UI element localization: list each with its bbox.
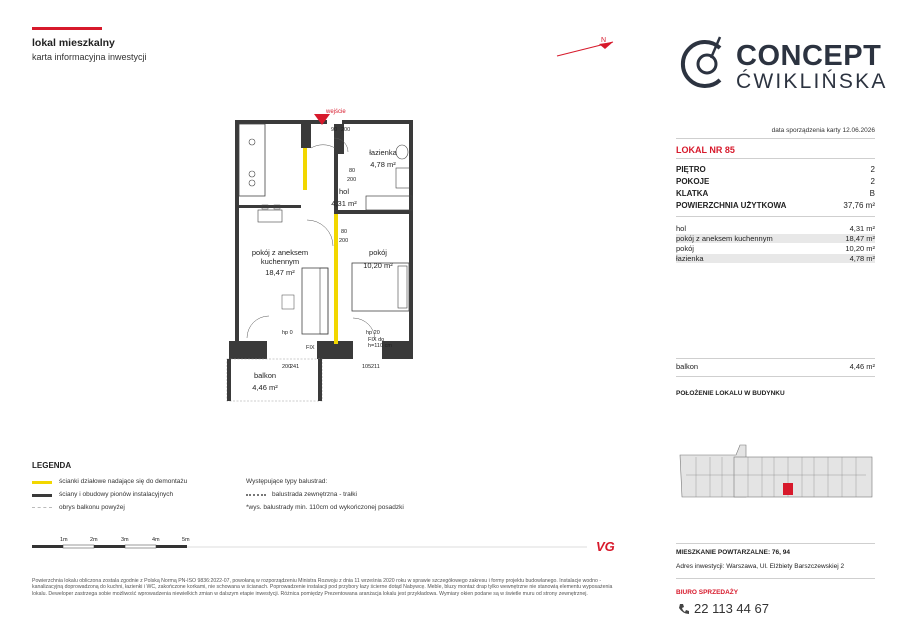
legend-title: LEGENDA [32, 461, 72, 470]
room-label: pokój [676, 244, 694, 253]
spec-row-staircase [676, 188, 875, 200]
room-value: 4,31 m² [849, 224, 875, 233]
spec-label: POKOJE [676, 177, 710, 186]
room-area-hall: 4,31 m² [331, 199, 357, 208]
document-title: lokal mieszkalny [32, 37, 115, 49]
spec-value: 37,76 m² [843, 201, 875, 210]
dim-label: 105 [362, 364, 372, 370]
room-row [676, 254, 875, 263]
balustrade-item: balustrada zewnętrzna - trałki [272, 491, 357, 498]
scale-label: 3m [121, 537, 129, 543]
scale-label: 1m [60, 537, 68, 543]
room-value: 4,78 m² [849, 254, 875, 263]
brand-subtitle: ĆWIKLIŃSKA [736, 70, 888, 93]
room-area-bedroom: 10,20 m² [363, 261, 393, 270]
divider [676, 578, 875, 579]
room-name-bedroom: pokój [369, 248, 387, 257]
room-row [676, 234, 875, 243]
dim-label: 200 [282, 364, 292, 370]
brand-name: CONCEPT [736, 40, 882, 72]
dim-label: 80 [341, 229, 348, 235]
room-value: 18,47 m² [845, 234, 875, 243]
card-date: data sporządzenia karty 12.06.2026 [771, 127, 875, 134]
balustrade-note: *wys. balustrady min. 110cm od wykończonej posadzki [246, 504, 404, 511]
dim-label: 200 [347, 177, 357, 183]
header-accent-bar [32, 27, 102, 30]
room-name-balcony: balkon [253, 371, 277, 380]
legend-swatch-outline [32, 507, 52, 510]
location-title: POŁOŻENIE LOKALU W BUDYNKU [676, 390, 785, 397]
legend-item: ściany i obudowy pionów instalacyjnych [59, 491, 174, 498]
scale-label: 2m [90, 537, 98, 543]
spec-row-area [676, 200, 875, 212]
divider [676, 543, 875, 544]
balcony-label: balkon [676, 362, 699, 371]
room-name-living: pokój z aneksem kuchennym [251, 248, 309, 266]
highlighted-unit [783, 483, 793, 495]
sales-phone[interactable]: 22 113 44 67 [694, 601, 769, 616]
dim-label: FIX do h=110 cm [368, 337, 392, 349]
dim-label: 90 [331, 127, 338, 133]
legend-item: obrys balkonu powyżej [59, 504, 125, 511]
building-location-map [676, 405, 876, 543]
legend-swatch-dark [32, 494, 52, 497]
divider [676, 158, 875, 159]
dim-label: 200 [341, 127, 351, 133]
room-area-living: 18,47 m² [265, 268, 295, 277]
legend-swatch-yellow [32, 481, 52, 484]
spec-value: 2 [870, 177, 875, 186]
concept-logo-icon [674, 34, 734, 94]
room-label: łazienka [676, 254, 704, 263]
phone-icon [678, 603, 690, 615]
scale-bar [32, 537, 592, 555]
dim-label: 80 [349, 168, 356, 174]
room-area-balcony: 4,46 m² [252, 383, 278, 392]
spec-value: B [869, 189, 875, 198]
spec-row-rooms [676, 176, 875, 188]
legal-disclaimer: Powierzchnia lokalu obliczona zostala zgodnie z Polską Normą PN-ISO 9836:2022-07, powołaną w rozporządzeniu Ministra Rozwoju z dnia 11 września 2020 roku w sprawie szczegółowego zakresu i formy projektu budowlanego. Instalacje wodno - kanalizacyjną doprowadzoną do kuchni, łazienki i WC, zakończone korkami, nie schowana w ścianach. Poprowadzenie instalacji pod przybory łazy ścierne dotąd Nabywcę. Meble, bluzy montaż drap tylko wewnętrzne nie stanowią elementu wyposażenia lokalu. Deweloper zastrzega sobie możliwość wprowadzenia niewielkich zmian w dalszym etapie inwestycji. Różnica pomiędzy Prezentowana aranżacja lokalu jest przykładowa. Wymiary okien podane są w świetle muru od strony zewnętrznej. [32, 578, 613, 597]
lokal-title: LOKAL NR 85 [676, 145, 735, 155]
dim-label: hp 20 [366, 330, 380, 336]
vg-logo: VG [596, 539, 615, 554]
dim-label: FIX [306, 345, 315, 351]
document-subtitle: karta informacyjna inwestycji [32, 52, 147, 62]
north-arrow-icon [555, 36, 615, 58]
spec-label: KLATKA [676, 189, 709, 198]
balcony-row [676, 362, 875, 371]
room-name-hall: hol [338, 187, 349, 196]
room-name-bathroom: łazienka [369, 148, 397, 157]
room-area-bathroom: 4,78 m² [370, 160, 396, 169]
divider [676, 358, 875, 359]
spec-value: 2 [870, 165, 875, 174]
scale-label: 4m [152, 537, 160, 543]
divider [676, 216, 875, 217]
spec-label: PIĘTRO [676, 165, 706, 174]
room-label: hol [676, 224, 687, 233]
dim-label: 200 [339, 238, 349, 244]
north-label: N [601, 37, 607, 44]
balcony-value: 4,46 m² [849, 362, 875, 371]
room-row [676, 244, 875, 253]
dim-label: hp 0 [282, 330, 293, 336]
entrance-label: wejście [326, 109, 346, 115]
balustrade-swatch [246, 494, 266, 498]
legend-item: ścianki działowe nadające się do demontażu [59, 478, 188, 485]
spec-label: POWIERZCHNIA UŻYTKOWA [676, 201, 787, 210]
scale-label: 5m [182, 537, 190, 543]
spec-row-floor [676, 164, 875, 176]
dim-label: 211 [371, 364, 380, 370]
investment-address: Adres inwestycji: Warszawa, Ul. Elżbiety Barszczewskiej 2 [676, 563, 845, 570]
sales-office-title: BIURO SPRZEDAŻY [676, 589, 739, 596]
divider [676, 138, 875, 139]
repeat-units: MIESZKANIE POWTARZALNE: 76, 94 [676, 549, 791, 556]
balustrade-title: Występujące typy balustrad: [246, 478, 328, 485]
room-row [676, 224, 875, 233]
dim-label: 241 [290, 364, 300, 370]
divider [676, 376, 875, 377]
room-value: 10,20 m² [845, 244, 875, 253]
room-label: pokój z aneksem kuchennym [676, 234, 773, 243]
